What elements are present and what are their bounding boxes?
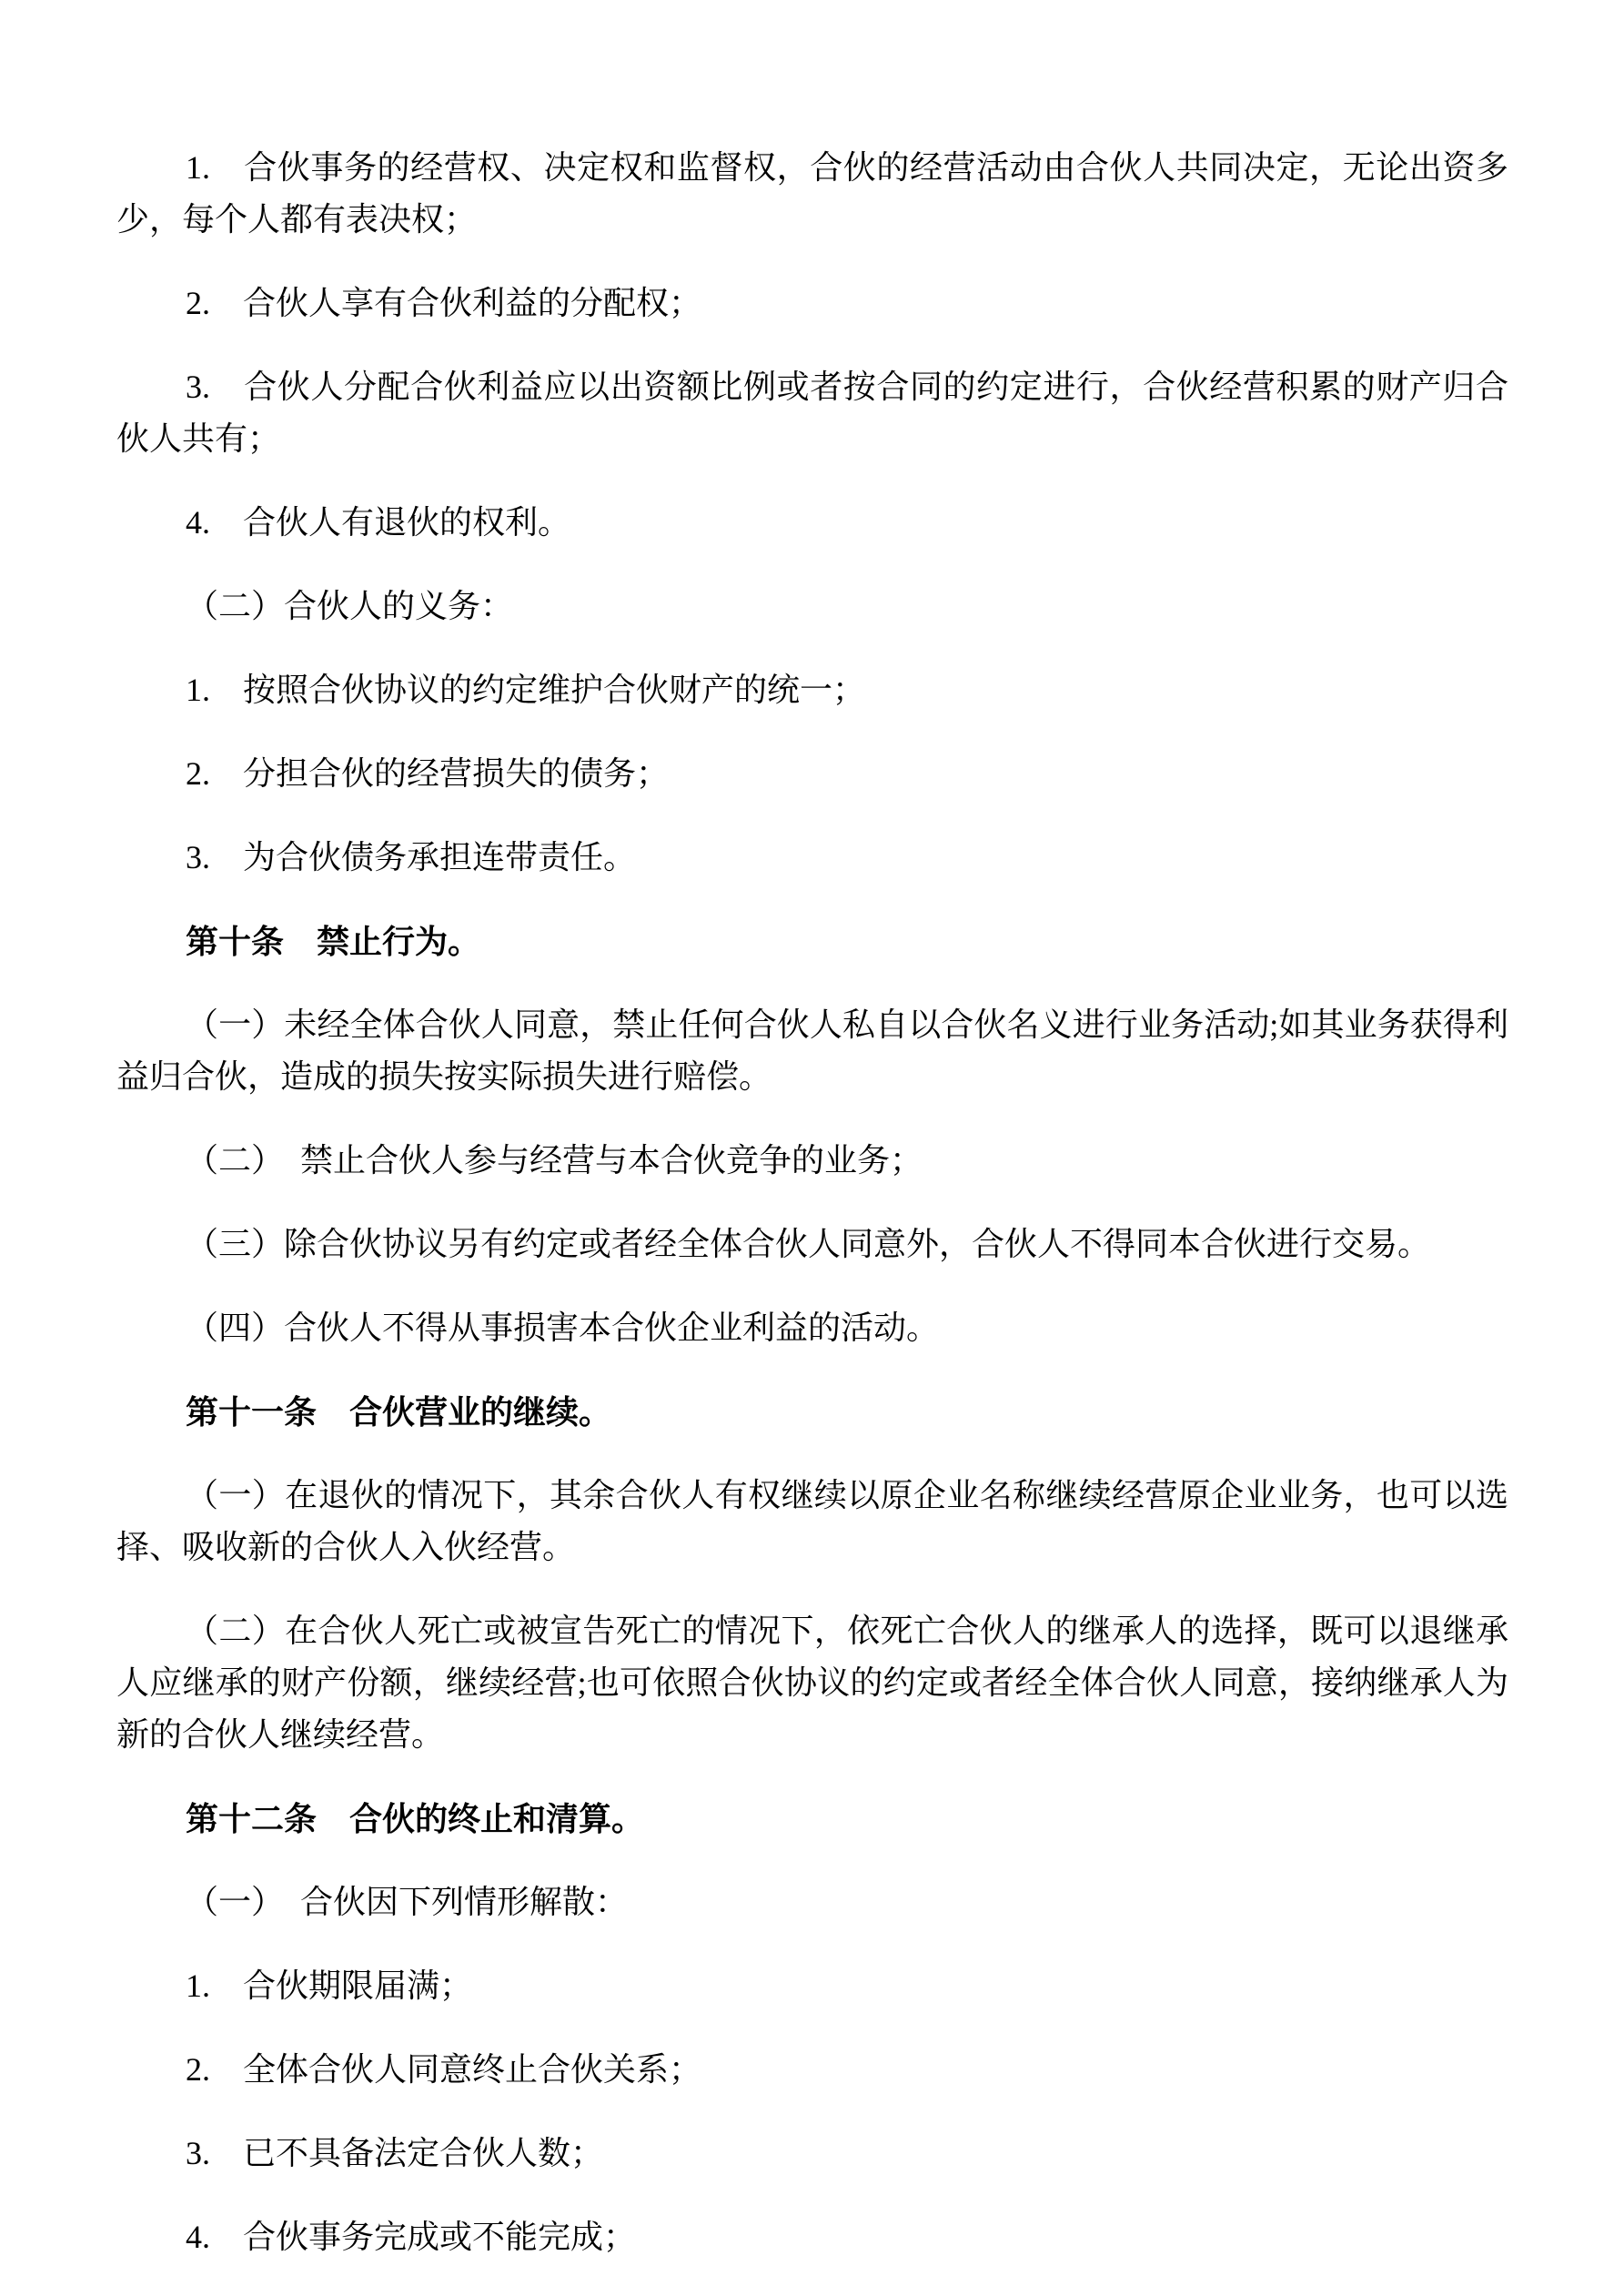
paragraph: 4. 合伙事务完成或不能完成； xyxy=(186,2219,637,2255)
paragraph: 2. 合伙人享有合伙利益的分配权； xyxy=(186,285,702,321)
paragraph: 1. 合伙事务的经营权、决定权和监督权，合伙的经营活动由合伙人共同决定，无论出资多少，每个人都有表决权； xyxy=(116,149,1508,238)
paragraph: 4. 合伙人有退伙的权利。 xyxy=(186,504,571,541)
paragraph: （二）在合伙人死亡或被宣告死亡的情况下，依死亡合伙人的继承人的选择，既可以退继承人应继承的财产份额，继续经营;也可依照合伙协议的约定或者经全体合伙人同意，接纳继承人为新的合伙人继续经营。 xyxy=(116,1613,1508,1753)
paragraph: 2. 分担合伙的经营损失的债务； xyxy=(186,755,670,792)
paragraph: 1. 合伙期限届满； xyxy=(186,1967,473,2004)
paragraph: （四）合伙人不得从事损害本合伙企业利益的活动。 xyxy=(186,1310,940,1346)
article-heading: 第十一条 合伙营业的继续。 xyxy=(186,1393,612,1431)
paragraph: （一）在退伙的情况下，其余合伙人有权继续以原企业名称继续经营原企业业务，也可以选择、吸收新的合伙人入伙经营。 xyxy=(116,1477,1508,1565)
paragraph: 2. 全体合伙人同意终止合伙关系； xyxy=(186,2051,702,2088)
paragraph: 3. 为合伙债务承担连带责任。 xyxy=(186,839,637,875)
paragraph: 3. 合伙人分配合伙利益应以出资额比例或者按合同的约定进行，合伙经营积累的财产归合伙人共有； xyxy=(116,369,1508,457)
paragraph: （二）合伙人的义务： xyxy=(186,588,514,624)
paragraph: （一） 合伙因下列情形解散： xyxy=(186,1884,629,1920)
paragraph: 1. 按照合伙协议的约定维护合伙财产的统一； xyxy=(186,672,866,708)
paragraph: （二） 禁止合伙人参与经营与本合伙竞争的业务； xyxy=(186,1142,923,1178)
paragraph: （一）未经全体合伙人同意，禁止任何合伙人私自以合伙名义进行业务活动;如其业务获得利益归合伙，造成的损失按实际损失进行赔偿。 xyxy=(116,1006,1508,1095)
paragraph: 3. 已不具备法定合伙人数； xyxy=(186,2135,604,2171)
document-body xyxy=(116,142,1508,2263)
paragraph: （三）除合伙协议另有约定或者经全体合伙人同意外，合伙人不得同本合伙进行交易。 xyxy=(186,1226,1431,1262)
article-heading: 第十二条 合伙的终止和清算。 xyxy=(186,1800,645,1837)
article-heading: 第十条 禁止行为。 xyxy=(186,923,481,960)
